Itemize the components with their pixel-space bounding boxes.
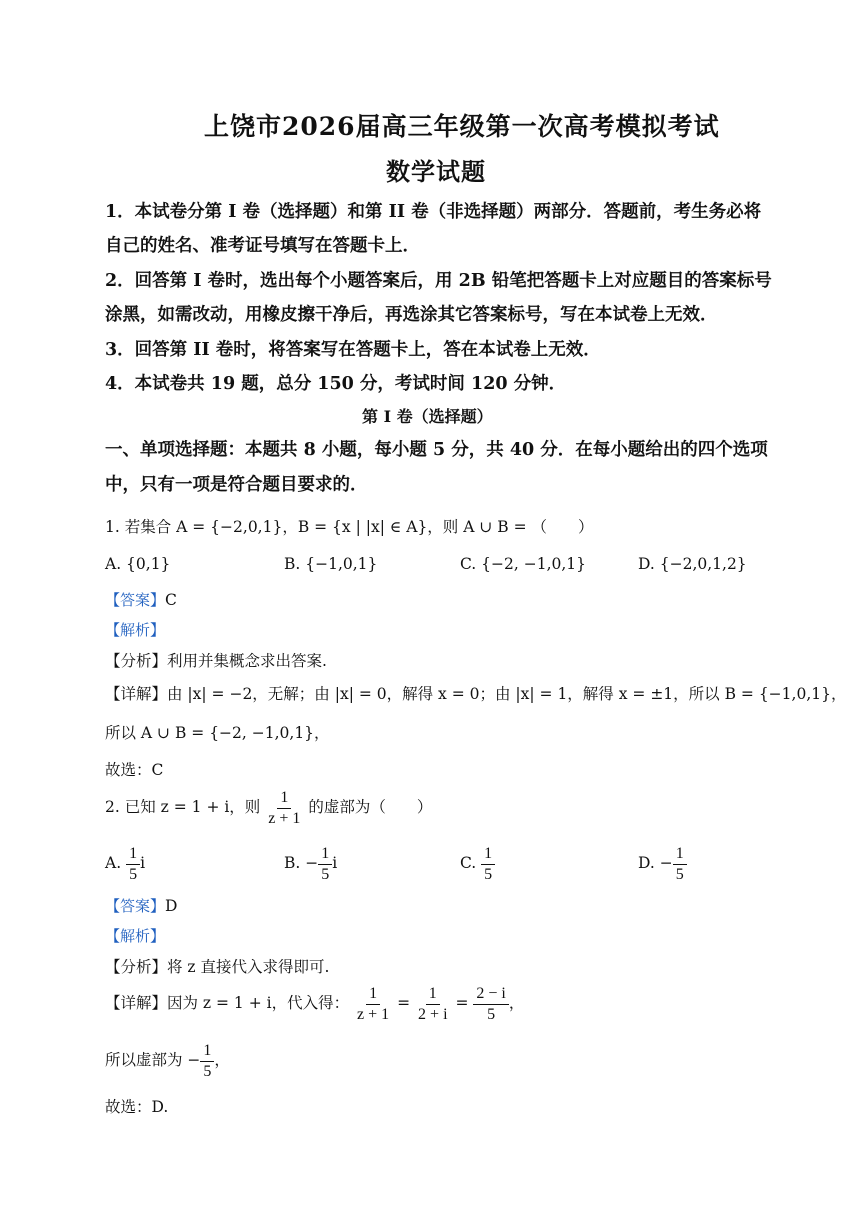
option-label: C. — [460, 854, 477, 873]
option-label: A. — [105, 854, 122, 873]
fraction-numerator: 1 — [318, 845, 332, 865]
fraction-denominator: 5 — [203, 1062, 212, 1080]
instruction-2-line1: 2．回答第 I 卷时，选出每个小题答案后，用 2B 铅笔把答题卡上对应题目的答案标号 — [105, 271, 772, 291]
q2-imag-end: ， — [214, 1051, 230, 1070]
fraction-denominator: 2 + i — [418, 1005, 448, 1023]
q2-stem-pre: 2. 已知 z = 1 + i，则 — [105, 798, 261, 817]
q2-imaginary-part — [105, 1042, 230, 1080]
q2-option-a — [105, 845, 145, 883]
fraction-denominator: z + 1 — [357, 1005, 390, 1023]
detail-fraction-3 — [473, 985, 508, 1023]
fraction-numerator: 1 — [673, 845, 687, 865]
q2-option-d — [638, 845, 687, 883]
q2-option-c — [460, 845, 495, 883]
fraction-numerator: 1 — [200, 1042, 214, 1062]
fraction-denominator: 5 — [129, 865, 138, 883]
page-subtitle: 数学试题 — [386, 157, 486, 186]
q1-option-b: B. {−1,0,1} — [284, 555, 378, 573]
q1-detail-line1: 【详解】由 |x| = −2，无解；由 |x| = 0，解得 x = 0；由 |x| = 1，解得 x = ±1，所以 B = {−1,0,1}， — [105, 685, 847, 703]
q1-option-a: A. {0,1} — [105, 555, 171, 573]
section-heading: 第 I 卷（选择题） — [362, 407, 493, 426]
q1-analysis-tag: 【解析】 — [105, 621, 166, 639]
option-fraction — [318, 845, 332, 883]
fraction-numerator: 1 — [426, 985, 440, 1005]
option-sign: − — [659, 854, 673, 873]
option-suffix: i — [332, 854, 338, 873]
q2-answer-value: D — [165, 897, 178, 915]
fraction-numerator: 1 — [366, 985, 380, 1005]
imag-fraction — [200, 1042, 214, 1080]
instruction-4: 4．本试卷共 19 题，总分 150 分，考试时间 120 分钟． — [105, 374, 567, 394]
q1-option-c: C. {−2, −1,0,1} — [460, 555, 587, 573]
instruction-2-line2: 涂黑，如需改动，用橡皮擦干净后，再选涂其它答案标号，写在本试卷上无效． — [105, 305, 718, 325]
fraction-denominator: z + 1 — [268, 809, 301, 827]
instruction-1-line1: 1．本试卷分第 I 卷（选择题）和第 II 卷（非选择题）两部分．答题前，考生务必将 — [105, 202, 762, 222]
detail-fraction-2 — [415, 985, 450, 1023]
q1-stem: 1. 若集合 A = {−2,0,1}，B = {x | |x| ∈ A}，则 A ∪ B = （ ） — [105, 518, 594, 536]
q1-answer — [105, 589, 177, 610]
q1-conclusion: 故选：C — [105, 761, 164, 779]
q2-detail-end: ， — [508, 994, 525, 1013]
q1-answer-value: C — [165, 591, 177, 609]
option-sign: − — [305, 854, 319, 873]
option-fraction — [673, 845, 687, 883]
q2-fenxi: 【分析】将 z 直接代入求得即可. — [105, 958, 330, 976]
page-title: 上饶市2026届高三年级第一次高考模拟考试 — [204, 112, 720, 141]
q2-detail — [105, 985, 524, 1023]
option-suffix: i — [140, 854, 146, 873]
option-fraction — [481, 845, 495, 883]
detail-fraction-1 — [354, 985, 392, 1023]
q1-option-d: D. {−2,0,1,2} — [638, 555, 747, 573]
q2-stem-post: 的虚部为（ ） — [308, 798, 433, 817]
option-label: B. — [284, 854, 301, 873]
fraction-numerator: 1 — [481, 845, 495, 865]
q2-stem — [105, 789, 432, 827]
fraction-denominator: 5 — [487, 1005, 496, 1023]
option-label: D. — [638, 854, 655, 873]
instruction-3: 3．回答第 II 卷时，将答案写在答题卡上，答在本试卷上无效． — [105, 340, 601, 360]
fraction-numerator: 1 — [126, 845, 140, 865]
q2-detail-pre: 【详解】因为 z = 1 + i，代入得： — [105, 994, 350, 1013]
fraction-numerator: 2 − i — [473, 985, 508, 1005]
q2-stem-fraction — [265, 789, 303, 827]
equals-sign: = — [455, 994, 469, 1013]
section-intro-line2: 中，只有一项是符合题目要求的． — [105, 475, 368, 495]
q1-detail-line2: 所以 A ∪ B = {−2, −1,0,1}， — [105, 724, 330, 742]
answer-tag: 【答案】 — [105, 591, 166, 609]
equals-sign: = — [397, 994, 411, 1013]
q2-analysis-tag: 【解析】 — [105, 927, 166, 945]
fraction-denominator: 5 — [321, 865, 330, 883]
q2-option-b — [284, 845, 337, 883]
fraction-denominator: 5 — [484, 865, 493, 883]
q2-answer — [105, 895, 177, 916]
answer-tag: 【答案】 — [105, 897, 166, 915]
instruction-1-line2: 自己的姓名、准考证号填写在答题卡上． — [105, 236, 420, 256]
q2-conclusion: 故选：D. — [105, 1098, 169, 1116]
q2-imag-pre: 所以虚部为 − — [105, 1051, 201, 1070]
section-intro-line1: 一、单项选择题：本题共 8 小题，每小题 5 分，共 40 分．在每小题给出的四个选项 — [105, 440, 768, 460]
q1-fenxi: 【分析】利用并集概念求出答案. — [105, 652, 327, 670]
fraction-numerator: 1 — [277, 789, 291, 809]
fraction-denominator: 5 — [675, 865, 684, 883]
option-fraction — [126, 845, 140, 883]
